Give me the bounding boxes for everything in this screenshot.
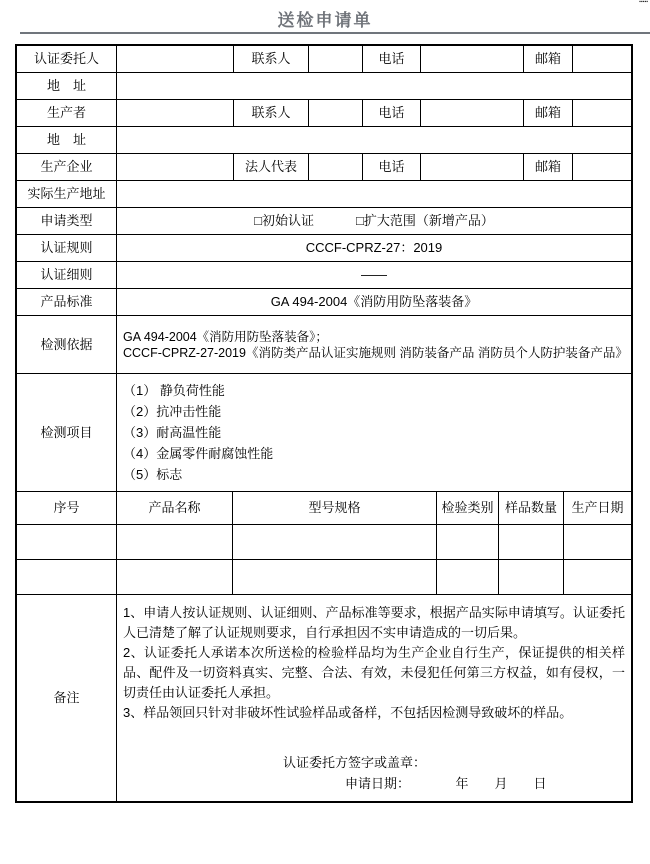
test-item: （2）抗冲击性能 — [123, 404, 222, 419]
producer-address-row — [17, 127, 631, 154]
certification-detail-value: —— — [361, 267, 387, 282]
producer-email-label: 邮箱 — [524, 100, 573, 126]
test-items-label: 检测项目 — [17, 374, 117, 491]
products-header-name: 产品名称 — [117, 492, 233, 524]
certification-detail-label: 认证细则 — [17, 262, 117, 288]
producer-address-field[interactable] — [117, 127, 631, 153]
product-model-field[interactable] — [233, 560, 437, 594]
signature-line[interactable]: 认证委托方签字或盖章： — [283, 755, 427, 770]
test-items-row — [17, 374, 631, 492]
certification-rule-label: 认证规则 — [17, 235, 117, 261]
applicant-address-field[interactable] — [117, 73, 631, 99]
application-form-table — [15, 44, 633, 803]
remark-content — [117, 595, 631, 801]
product-row — [17, 525, 631, 560]
test-item: （4）金属零件耐腐蚀性能 — [123, 446, 274, 461]
product-seq-field[interactable] — [17, 525, 117, 559]
factory-email-field[interactable] — [573, 154, 631, 180]
test-item: （5）标志 — [123, 467, 183, 482]
product-quantity-field[interactable] — [499, 525, 564, 559]
product-quantity-field[interactable] — [499, 560, 564, 594]
applicant-address-label: 地 址 — [17, 73, 117, 99]
application-type-label: 申请类型 — [17, 208, 117, 234]
producer-row — [17, 100, 631, 127]
product-date-field[interactable] — [564, 560, 631, 594]
producer-label: 生产者 — [17, 100, 117, 126]
product-name-field[interactable] — [117, 560, 233, 594]
applicant-email-label: 邮箱 — [524, 46, 573, 72]
factory-label: 生产企业 — [17, 154, 117, 180]
actual-production-address-field[interactable] — [117, 181, 631, 207]
factory-legal-rep-label: 法人代表 — [234, 154, 309, 180]
product-standard-row — [17, 289, 631, 316]
page-title: 送检申请单 — [277, 11, 373, 30]
applicant-phone-label: 电话 — [363, 46, 421, 72]
certification-rule-row — [17, 235, 631, 262]
test-basis-content — [117, 316, 631, 373]
test-basis-label: 检测依据 — [17, 316, 117, 373]
products-header-row — [17, 492, 631, 525]
actual-production-address-label: 实际生产地址 — [17, 181, 117, 207]
test-basis-row — [17, 316, 631, 374]
products-header-seq: 序号 — [17, 492, 117, 524]
producer-email-field[interactable] — [573, 100, 631, 126]
products-header-date: 生产日期 — [571, 500, 624, 515]
factory-phone-field[interactable] — [421, 154, 524, 180]
applicant-address-row — [17, 73, 631, 100]
producer-phone-label: 电话 — [363, 100, 421, 126]
test-basis-line: GA 494-2004《消防用防坠落装备》； — [123, 329, 328, 344]
producer-address-label: 地 址 — [17, 127, 117, 153]
products-header-test-type: 检验类别 — [437, 492, 499, 524]
remark-label: 备注 — [17, 595, 117, 801]
applicant-email-field[interactable] — [573, 46, 631, 72]
applicant-label: 认证委托人 — [17, 46, 117, 72]
checkbox-initial-certification[interactable]: □初始认证 — [254, 213, 314, 228]
title-divider — [20, 32, 650, 34]
remark-paragraph: 2、认证委托人承诺本次所送检的检验样品均为生产企业自行生产，保证提供的相关样品、配件及一切资料真实、完整、合法、有效，未侵犯任何第三方权益，如有侵权，一切责任由认证委托人承担。 — [123, 645, 625, 700]
remark-paragraph: 1、申请人按认证规则、认证细则、产品标准等要求，根据产品实际申请填写。认证委托人已清楚了解了认证规则要求，自行承担因不实申请造成的一切后果。 — [123, 605, 625, 640]
test-items-content — [117, 374, 631, 491]
product-test-type-field[interactable] — [437, 560, 499, 594]
applicant-contact-field[interactable] — [309, 46, 363, 72]
producer-contact-label: 联系人 — [234, 100, 309, 126]
application-type-options — [117, 208, 631, 234]
products-header-quantity: 样品数量 — [499, 492, 564, 524]
certification-detail-row — [17, 262, 631, 289]
product-date-field[interactable] — [564, 525, 631, 559]
test-item: （1） 静负荷性能 — [123, 383, 225, 398]
actual-production-address-row — [17, 181, 631, 208]
factory-row — [17, 154, 631, 181]
corner-mark: ▪▪▪▪▪ — [639, 0, 648, 5]
applicant-contact-label: 联系人 — [234, 46, 309, 72]
application-type-row — [17, 208, 631, 235]
products-header-model: 型号规格 — [233, 492, 437, 524]
test-item: （3）耐高温性能 — [123, 425, 222, 440]
product-test-type-field[interactable] — [437, 525, 499, 559]
certification-rule-value: CCCF-CPRZ-27：2019 — [305, 240, 443, 255]
product-model-field[interactable] — [233, 525, 437, 559]
application-date-line[interactable]: 申请日期： 年 月 日 — [345, 776, 547, 791]
factory-phone-label: 电话 — [363, 154, 421, 180]
applicant-name-field[interactable] — [117, 46, 234, 72]
product-row — [17, 560, 631, 595]
product-seq-field[interactable] — [17, 560, 117, 594]
checkbox-scope-expansion[interactable]: □扩大范围（新增产品） — [356, 213, 494, 228]
producer-name-field[interactable] — [117, 100, 234, 126]
factory-legal-rep-field[interactable] — [309, 154, 363, 180]
remark-row — [17, 595, 631, 801]
applicant-phone-field[interactable] — [421, 46, 524, 72]
producer-phone-field[interactable] — [421, 100, 524, 126]
test-basis-line: CCCF-CPRZ-27-2019《消防类产品认证实施规则 消防装备产品 消防员个人防护装备产品》 — [123, 345, 628, 360]
producer-contact-field[interactable] — [309, 100, 363, 126]
product-name-field[interactable] — [117, 525, 233, 559]
remark-paragraph: 3、样品领回只针对非破坏性试验样品或备样，不包括因检测导致破坏的样品。 — [123, 705, 573, 720]
factory-name-field[interactable] — [117, 154, 234, 180]
product-standard-value: GA 494-2004《消防用防坠落装备》 — [270, 294, 478, 309]
factory-email-label: 邮箱 — [524, 154, 573, 180]
product-standard-label: 产品标准 — [17, 289, 117, 315]
applicant-row — [17, 46, 631, 73]
